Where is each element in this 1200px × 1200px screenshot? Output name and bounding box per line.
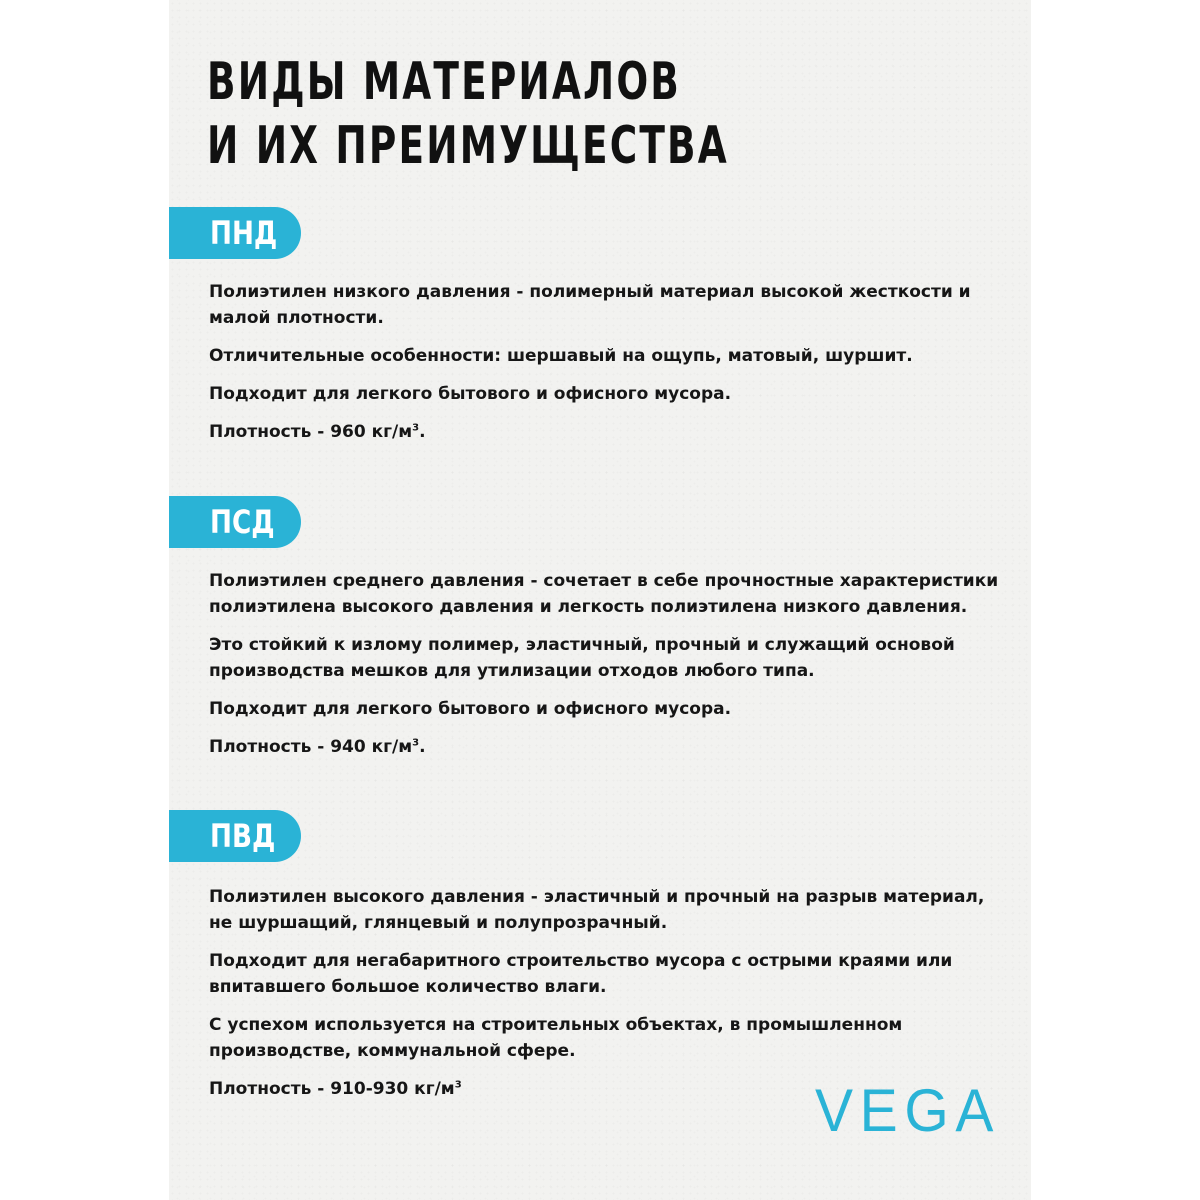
paragraph: Подходит для легкого бытового и офисного мусора. [209, 384, 732, 404]
paragraph: Подходит для негабаритного строительство мусора с острыми краями или впитавшего большое количество влаги. [209, 951, 953, 997]
paragraph: Полиэтилен высокого давления - эластичный и прочный на разрыв материал, не шуршащий, глянцевый и полупрозрачный. [209, 887, 985, 933]
paragraph: Это стойкий к излому полимер, эластичный, прочный и служащий основой производства мешков для утилизации отходов любого типа. [209, 635, 955, 681]
density-value: Плотность - 940 $кг/м^3$. [209, 737, 426, 757]
section-body-pnd [209, 279, 1009, 445]
section-body-psd [209, 568, 1009, 760]
section-tag-label: ПВД [210, 817, 276, 855]
density-value: Плотность - 910-930 $кг/м^3$ [209, 1079, 462, 1099]
paragraph: Подходит для легкого бытового и офисного мусора. [209, 699, 732, 719]
title-line-2: И ИХ ПРЕИМУЩЕСТВА [207, 116, 729, 176]
section-tag-pnd [169, 207, 301, 259]
section-tag-label: ПНД [210, 214, 278, 252]
density-value: Плотность - 960 $кг/м^3$. [209, 422, 426, 442]
section-tag-psd [169, 496, 301, 548]
paragraph: Полиэтилен низкого давления - полимерный материал высокой жесткости и малой плотности. [209, 282, 971, 328]
title-line-1: ВИДЫ МАТЕРИАЛОВ [207, 52, 682, 112]
paragraph: С успехом используется на строительных объектах, в промышленном производстве, коммунальной сфере. [209, 1015, 903, 1061]
vega-logo: VEGA [815, 1077, 1000, 1144]
info-sheet [169, 0, 1031, 1200]
page-title [207, 50, 729, 178]
paragraph: Отличительные особенности: шершавый на ощупь, матовый, шуршит. [209, 346, 913, 366]
paragraph: Полиэтилен среднего давления - сочетает в себе прочностные характеристики полиэтилена высокого давления и легкость полиэтилена низкого давления. [209, 571, 999, 617]
section-body-pvd [209, 884, 1009, 1102]
section-tag-label: ПСД [210, 503, 275, 541]
section-tag-pvd [169, 810, 301, 862]
